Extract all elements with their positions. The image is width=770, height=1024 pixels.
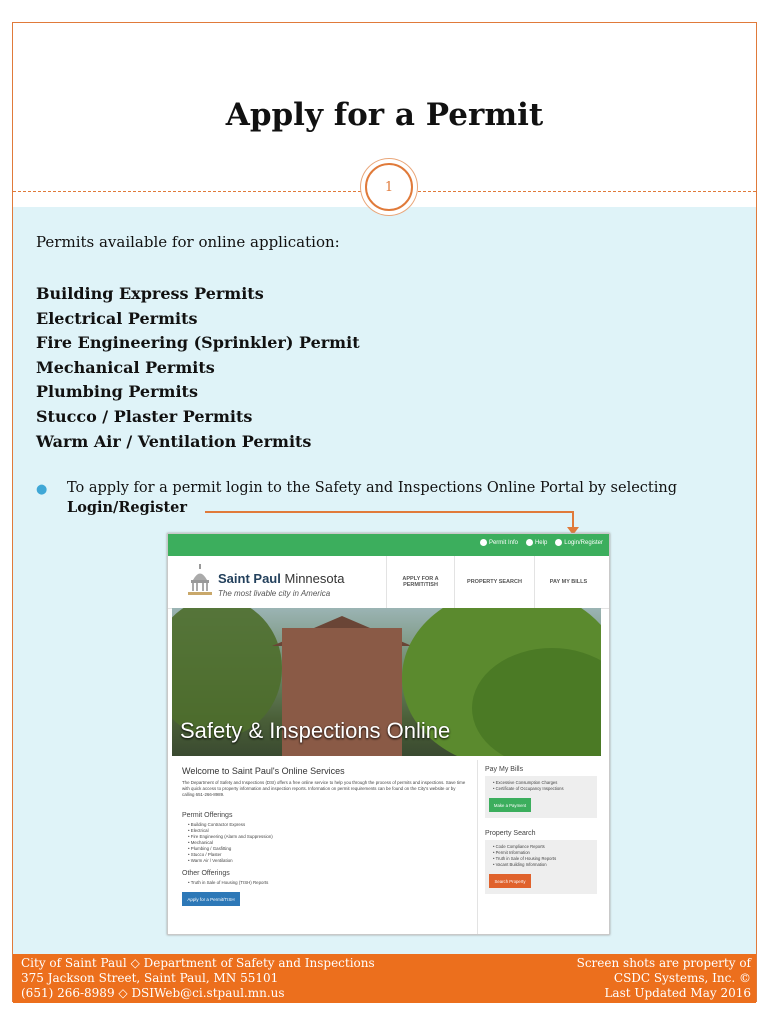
page-title: Apply for a Permit: [225, 97, 544, 133]
list-item: • Building Contractor Express: [188, 822, 472, 828]
callout-arrow-line: [205, 511, 573, 513]
login-register-link[interactable]: Login/Register: [555, 539, 603, 546]
welcome-section: [182, 766, 472, 906]
list-item: • Stucco / Plaster: [188, 852, 472, 858]
list-item: • Electrical: [188, 828, 472, 834]
permit-item: Building Express Permits: [36, 284, 264, 303]
search-property-button[interactable]: Search Property: [489, 874, 531, 888]
hero-title: Safety & Inspections Online: [180, 718, 451, 743]
hero-image: [172, 608, 601, 756]
list-item: • Vacant Building Information: [493, 862, 593, 868]
nav-apply-permit[interactable]: APPLY FOR A PERMIT/TISH: [386, 556, 454, 608]
list-item: • Truth in Sale of Housing (TISH) Reports: [188, 880, 472, 886]
sidebar: [485, 766, 597, 906]
footer-credits: Screen shots are property of CSDC Systems, Inc. © Last Updated May 2016: [576, 956, 751, 1000]
instruction-text: To apply for a permit login to the Safety and Inspections Online Portal by selecting Login/Register: [67, 480, 678, 516]
footer-email[interactable]: (651) 266-8989 ◇ DSIWeb@ci.stpaul.mn.us: [21, 986, 285, 1000]
welcome-text: The Department of Safety and Inspections (DSI) offers a free online service to help you through the process of permits and inspections. Save time with quick access to property information and inspection reports. Information on permit requirements can be found on the City's website or by calling 651-266-8989.: [182, 780, 466, 797]
page-frame: [12, 22, 757, 1002]
list-item: • Certificate of Occupancy Inspections: [493, 786, 593, 792]
footer-contact: City of Saint Paul ◇ Department of Safety and Inspections 375 Jackson Street, Saint Paul, MN 55101 (651) 266-8989 ◇ DSIWeb@ci.stpaul.mn.us: [21, 956, 375, 1000]
capitol-logo-icon: [188, 564, 212, 598]
pay-bills-box: [485, 776, 597, 818]
help-icon: [526, 539, 533, 546]
site-tagline: The most livable city in America: [218, 589, 331, 598]
nav-property-search[interactable]: PROPERTY SEARCH: [454, 556, 534, 608]
list-item: • Truth in Sale of Housing Reports: [493, 856, 593, 862]
bullet-icon: ●: [36, 482, 48, 497]
login-register-emphasis: Login/Register: [67, 499, 188, 516]
portal-nav: [386, 556, 602, 608]
property-search-heading: Property Search: [485, 830, 536, 837]
pay-bills-heading: Pay My Bills: [485, 766, 524, 773]
permit-info-link[interactable]: Permit Info: [480, 539, 518, 546]
permit-item: Warm Air / Ventilation Permits: [36, 431, 312, 451]
permit-item: Electrical Permits: [36, 308, 198, 328]
apply-permit-button[interactable]: Apply for a Permit/TISH: [182, 892, 240, 906]
list-item: • Mechanical: [188, 840, 472, 846]
permit-item: Fire Engineering (Sprinkler) Permit: [36, 333, 360, 353]
site-brand[interactable]: Saint Paul Minnesota: [218, 571, 345, 586]
user-icon: [555, 539, 562, 546]
other-offerings-heading: Other Offerings: [182, 870, 230, 877]
portal-topbar: [168, 534, 609, 556]
permit-offerings-heading: Permit Offerings: [182, 812, 233, 819]
intro-text: Permits available for online application:: [36, 233, 340, 251]
nav-pay-bills[interactable]: PAY MY BILLS: [534, 556, 602, 608]
list-item: • Code Compliance Reports: [493, 844, 593, 850]
list-item: • Warm Air / Ventilation: [188, 858, 472, 864]
permit-item: Mechanical Permits: [36, 357, 215, 377]
portal-screenshot: [167, 533, 610, 935]
welcome-heading: Welcome to Saint Paul's Online Services: [182, 766, 345, 776]
make-payment-button[interactable]: Make a Payment: [489, 798, 531, 812]
permit-item: Plumbing Permits: [36, 382, 198, 402]
other-offerings-list: [182, 880, 472, 886]
list-item: • Fire Engineering (Alarm and Suppression): [188, 834, 472, 840]
list-item: • Permit Information: [493, 850, 593, 856]
page-footer: [13, 954, 756, 1003]
list-item: • Plumbing / Gasfitting: [188, 846, 472, 852]
portal-header: [168, 556, 609, 609]
permit-list: [36, 282, 360, 454]
help-link[interactable]: Help: [526, 539, 547, 546]
info-icon: [480, 539, 487, 546]
property-search-box: [485, 840, 597, 894]
page-number-badge: 1: [365, 163, 413, 211]
permit-offerings-list: [182, 822, 472, 864]
list-item: • Excessive Consumption Charges: [493, 780, 593, 786]
permit-item: Stucco / Plaster Permits: [36, 406, 253, 426]
